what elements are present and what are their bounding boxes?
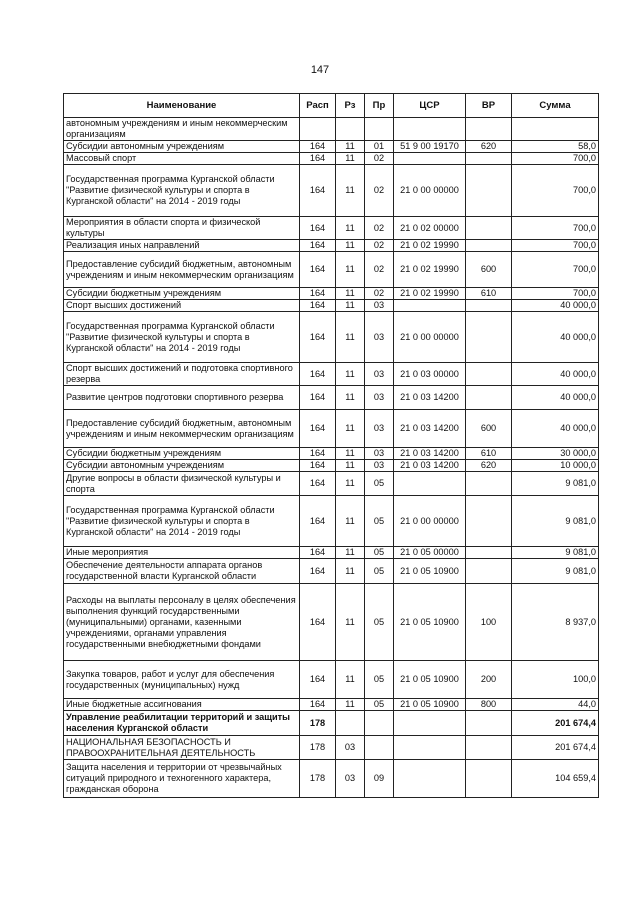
row-vr: 200	[466, 661, 512, 699]
row-sum: 40 000,0	[512, 312, 599, 363]
row-sum: 700,0	[512, 252, 599, 288]
row-vr: 620	[466, 460, 512, 472]
row-name: Государственная программа Курганской области "Развитие физической культуры и спорта в Курганской области" на 2014 - 2019 годы	[64, 165, 300, 217]
header-csr: ЦСР	[394, 94, 466, 118]
row-pr: 03	[365, 386, 394, 410]
row-pr: 05	[365, 496, 394, 547]
row-vr: 610	[466, 448, 512, 460]
row-csr: 21 0 05 10900	[394, 584, 466, 661]
header-sum: Сумма	[512, 94, 599, 118]
row-name: Другие вопросы в области физической культуры и спорта	[64, 472, 300, 496]
row-sum: 9 081,0	[512, 472, 599, 496]
row-name: Расходы на выплаты персоналу в целях обеспечения выполнения функций государственными (муниципальными) органами, казенными учреждениями, органами управления государственными внебюджетными фондами	[64, 584, 300, 661]
row-rz: 11	[336, 141, 365, 153]
row-rz: 11	[336, 363, 365, 386]
row-name: Субсидии автономным учреждениям	[64, 460, 300, 472]
table-row	[64, 165, 599, 217]
table-header-row	[64, 94, 599, 118]
row-sum: 9 081,0	[512, 496, 599, 547]
table-row	[64, 448, 599, 460]
row-name: Массовый спорт	[64, 153, 300, 165]
row-pr: 05	[365, 547, 394, 559]
row-rasp: 164	[300, 252, 336, 288]
row-rasp: 178	[300, 760, 336, 798]
table-row	[64, 760, 599, 798]
row-name: Предоставление субсидий бюджетным, автономным учреждениям и иным некоммерческим организациям	[64, 410, 300, 448]
row-sum: 700,0	[512, 217, 599, 240]
row-csr: 21 0 00 00000	[394, 496, 466, 547]
row-vr	[466, 363, 512, 386]
row-vr	[466, 300, 512, 312]
row-sum: 201 674,4	[512, 736, 599, 760]
table-row	[64, 141, 599, 153]
row-rz: 11	[336, 217, 365, 240]
row-name: Субсидии автономным учреждениям	[64, 141, 300, 153]
row-name: Иные бюджетные ассигнования	[64, 699, 300, 711]
row-sum	[512, 118, 599, 141]
budget-table	[63, 93, 599, 798]
row-csr	[394, 760, 466, 798]
row-vr	[466, 547, 512, 559]
row-csr	[394, 736, 466, 760]
row-rz: 11	[336, 472, 365, 496]
row-rz: 03	[336, 736, 365, 760]
header-rasp: Расп	[300, 94, 336, 118]
row-rz: 11	[336, 496, 365, 547]
row-rasp: 164	[300, 559, 336, 584]
row-sum: 9 081,0	[512, 547, 599, 559]
row-rasp: 164	[300, 141, 336, 153]
row-pr: 05	[365, 699, 394, 711]
row-rz: 11	[336, 448, 365, 460]
row-csr: 21 0 03 14200	[394, 448, 466, 460]
row-name: Субсидии бюджетным учреждениям	[64, 288, 300, 300]
row-pr: 05	[365, 472, 394, 496]
row-rz: 11	[336, 165, 365, 217]
row-rz: 11	[336, 153, 365, 165]
table-row	[64, 559, 599, 584]
row-csr: 21 0 03 14200	[394, 386, 466, 410]
row-sum: 201 674,4	[512, 711, 599, 736]
row-pr	[365, 118, 394, 141]
row-rz: 11	[336, 252, 365, 288]
row-csr: 21 0 05 00000	[394, 547, 466, 559]
row-vr	[466, 472, 512, 496]
row-rasp: 164	[300, 153, 336, 165]
row-pr: 02	[365, 252, 394, 288]
row-pr: 02	[365, 240, 394, 252]
row-pr: 02	[365, 217, 394, 240]
row-name: Реализация иных направлений	[64, 240, 300, 252]
row-vr	[466, 711, 512, 736]
row-vr	[466, 118, 512, 141]
row-pr: 05	[365, 584, 394, 661]
row-rasp: 164	[300, 312, 336, 363]
row-rasp: 164	[300, 699, 336, 711]
row-rz: 11	[336, 288, 365, 300]
row-rasp	[300, 118, 336, 141]
row-pr: 05	[365, 661, 394, 699]
row-name: Спорт высших достижений	[64, 300, 300, 312]
table-row	[64, 496, 599, 547]
row-rasp: 164	[300, 547, 336, 559]
row-name: Управление реабилитации территорий и защиты населения Курганской области	[64, 711, 300, 736]
row-sum: 40 000,0	[512, 386, 599, 410]
row-pr: 01	[365, 141, 394, 153]
row-pr: 03	[365, 312, 394, 363]
row-csr: 21 0 00 00000	[394, 165, 466, 217]
row-name: Защита населения и территории от чрезвычайных ситуаций природного и техногенного характера, гражданская оборона	[64, 760, 300, 798]
row-rz	[336, 711, 365, 736]
table-row	[64, 584, 599, 661]
row-rasp: 164	[300, 386, 336, 410]
page-number: 147	[310, 64, 330, 76]
row-rz: 03	[336, 760, 365, 798]
row-vr	[466, 496, 512, 547]
row-name: Обеспечение деятельности аппарата органов государственной власти Курганской области	[64, 559, 300, 584]
row-csr: 21 0 05 10900	[394, 661, 466, 699]
row-sum: 40 000,0	[512, 363, 599, 386]
row-sum: 104 659,4	[512, 760, 599, 798]
header-name: Наименование	[64, 94, 300, 118]
row-rasp: 164	[300, 661, 336, 699]
row-sum: 700,0	[512, 165, 599, 217]
row-pr: 03	[365, 410, 394, 448]
row-vr: 610	[466, 288, 512, 300]
row-name: автономным учреждениям и иным некоммерческим организациям	[64, 118, 300, 141]
row-sum: 9 081,0	[512, 559, 599, 584]
row-csr: 21 0 03 14200	[394, 460, 466, 472]
table-row	[64, 288, 599, 300]
table-row	[64, 547, 599, 559]
row-vr	[466, 153, 512, 165]
row-sum: 30 000,0	[512, 448, 599, 460]
row-csr: 21 0 05 10900	[394, 559, 466, 584]
table-row	[64, 661, 599, 699]
row-rz: 11	[336, 559, 365, 584]
row-rasp: 178	[300, 736, 336, 760]
table-row	[64, 252, 599, 288]
header-vr: ВР	[466, 94, 512, 118]
row-pr: 03	[365, 300, 394, 312]
table-row	[64, 312, 599, 363]
row-csr	[394, 711, 466, 736]
row-pr: 05	[365, 559, 394, 584]
row-vr: 620	[466, 141, 512, 153]
row-csr: 21 0 03 00000	[394, 363, 466, 386]
row-pr: 03	[365, 460, 394, 472]
row-pr: 03	[365, 363, 394, 386]
table-row	[64, 240, 599, 252]
row-sum: 44,0	[512, 699, 599, 711]
row-csr: 21 0 02 19990	[394, 252, 466, 288]
row-rz: 11	[336, 312, 365, 363]
table-row	[64, 711, 599, 736]
row-csr	[394, 153, 466, 165]
row-name: Закупка товаров, работ и услуг для обеспечения государственных (муниципальных) нужд	[64, 661, 300, 699]
row-name: Иные мероприятия	[64, 547, 300, 559]
row-vr	[466, 386, 512, 410]
row-rasp: 164	[300, 288, 336, 300]
row-sum: 700,0	[512, 288, 599, 300]
row-name: Спорт высших достижений и подготовка спортивного резерва	[64, 363, 300, 386]
row-sum: 700,0	[512, 153, 599, 165]
row-rz	[336, 118, 365, 141]
row-rasp: 164	[300, 165, 336, 217]
row-rasp: 164	[300, 448, 336, 460]
row-name: Мероприятия в области спорта и физической культуры	[64, 217, 300, 240]
row-vr	[466, 217, 512, 240]
row-csr: 51 9 00 19170	[394, 141, 466, 153]
row-vr	[466, 760, 512, 798]
row-rasp: 164	[300, 460, 336, 472]
table-row	[64, 217, 599, 240]
row-pr: 09	[365, 760, 394, 798]
row-sum: 8 937,0	[512, 584, 599, 661]
table-row	[64, 300, 599, 312]
row-name: Субсидии бюджетным учреждениям	[64, 448, 300, 460]
table-row	[64, 153, 599, 165]
row-sum: 100,0	[512, 661, 599, 699]
row-pr: 02	[365, 165, 394, 217]
row-vr	[466, 312, 512, 363]
row-vr	[466, 559, 512, 584]
row-vr	[466, 736, 512, 760]
table-row	[64, 118, 599, 141]
row-rz: 11	[336, 584, 365, 661]
row-rasp: 164	[300, 472, 336, 496]
row-name: НАЦИОНАЛЬНАЯ БЕЗОПАСНОСТЬ И ПРАВООХРАНИТЕЛЬНАЯ ДЕЯТЕЛЬНОСТЬ	[64, 736, 300, 760]
table-row	[64, 736, 599, 760]
table-row	[64, 363, 599, 386]
table-row	[64, 699, 599, 711]
row-vr: 600	[466, 252, 512, 288]
table-row	[64, 386, 599, 410]
row-csr: 21 0 02 00000	[394, 217, 466, 240]
row-csr	[394, 472, 466, 496]
row-rasp: 178	[300, 711, 336, 736]
row-vr: 800	[466, 699, 512, 711]
row-rz: 11	[336, 240, 365, 252]
table-row	[64, 472, 599, 496]
row-csr	[394, 300, 466, 312]
row-name: Государственная программа Курганской области "Развитие физической культуры и спорта в Курганской области" на 2014 - 2019 годы	[64, 496, 300, 547]
row-rasp: 164	[300, 240, 336, 252]
row-csr	[394, 118, 466, 141]
row-sum: 58,0	[512, 141, 599, 153]
row-rasp: 164	[300, 217, 336, 240]
row-vr: 600	[466, 410, 512, 448]
row-rz: 11	[336, 661, 365, 699]
row-rasp: 164	[300, 410, 336, 448]
row-rz: 11	[336, 410, 365, 448]
row-csr: 21 0 02 19990	[394, 240, 466, 252]
header-rz: Рз	[336, 94, 365, 118]
row-rz: 11	[336, 699, 365, 711]
header-pr: Пр	[365, 94, 394, 118]
row-sum: 700,0	[512, 240, 599, 252]
row-pr	[365, 711, 394, 736]
row-vr	[466, 165, 512, 217]
row-rz: 11	[336, 547, 365, 559]
table-row	[64, 410, 599, 448]
row-pr: 02	[365, 153, 394, 165]
row-rasp: 164	[300, 363, 336, 386]
row-sum: 10 000,0	[512, 460, 599, 472]
row-name: Государственная программа Курганской области "Развитие физической культуры и спорта в Курганской области" на 2014 - 2019 годы	[64, 312, 300, 363]
row-pr: 03	[365, 448, 394, 460]
row-rz: 11	[336, 386, 365, 410]
table-row	[64, 460, 599, 472]
row-csr: 21 0 00 00000	[394, 312, 466, 363]
row-rz: 11	[336, 460, 365, 472]
row-rz: 11	[336, 300, 365, 312]
row-vr: 100	[466, 584, 512, 661]
row-rasp: 164	[300, 584, 336, 661]
row-pr: 02	[365, 288, 394, 300]
row-csr: 21 0 05 10900	[394, 699, 466, 711]
row-rasp: 164	[300, 300, 336, 312]
row-name: Предоставление субсидий бюджетным, автономным учреждениям и иным некоммерческим организациям	[64, 252, 300, 288]
row-name: Развитие центров подготовки спортивного резерва	[64, 386, 300, 410]
row-rasp: 164	[300, 496, 336, 547]
row-sum: 40 000,0	[512, 410, 599, 448]
row-pr	[365, 736, 394, 760]
row-vr	[466, 240, 512, 252]
row-csr: 21 0 03 14200	[394, 410, 466, 448]
row-csr: 21 0 02 19990	[394, 288, 466, 300]
row-sum: 40 000,0	[512, 300, 599, 312]
